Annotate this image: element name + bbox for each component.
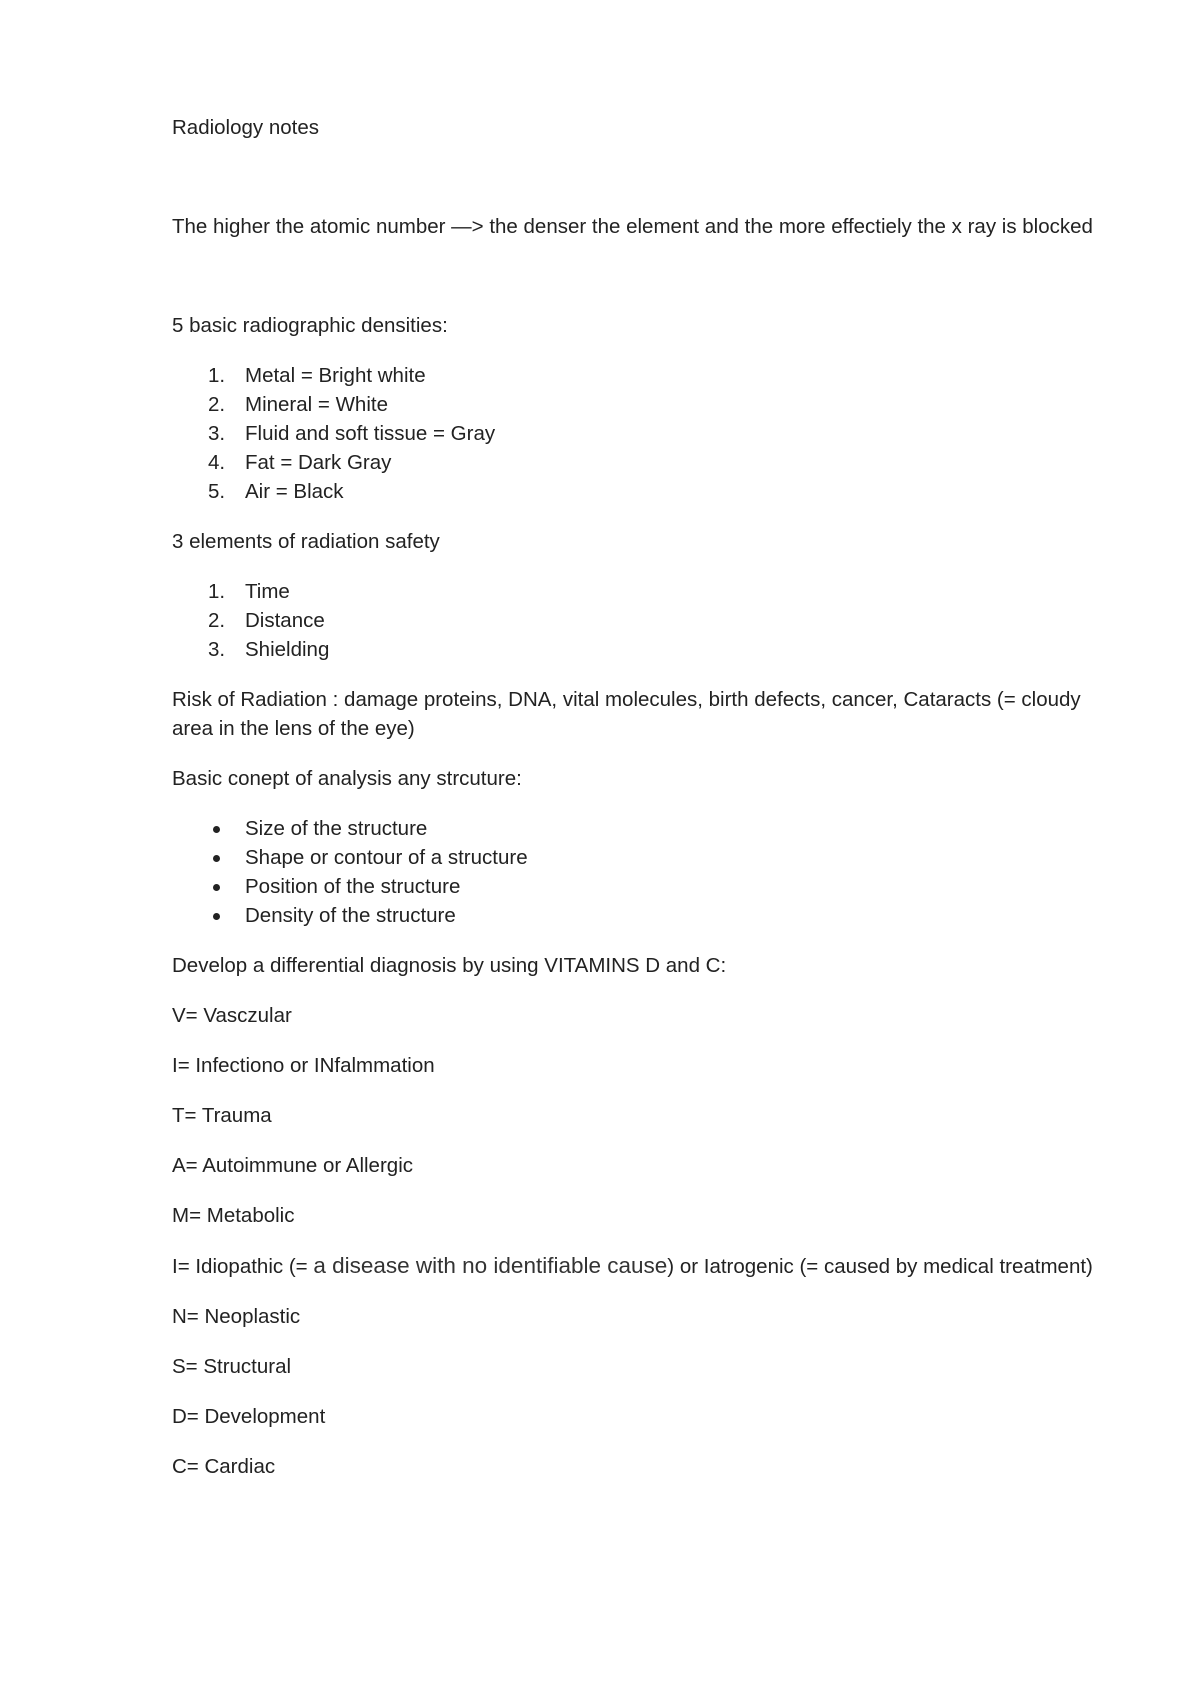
- list-item-text: Fat = Dark Gray: [245, 451, 392, 474]
- vitamins-m: M= Metabolic: [172, 1204, 295, 1227]
- list-item: [172, 361, 1102, 390]
- list-item: [172, 814, 1102, 843]
- list-item: [172, 477, 1102, 506]
- vitamins-i-infection: I= Infectiono or INfalmmation: [172, 1054, 435, 1077]
- list-item-text: Distance: [245, 609, 325, 632]
- vitamins-v: V= Vasczular: [172, 1004, 292, 1027]
- vitamins-s: S= Structural: [172, 1355, 292, 1378]
- document-content: [172, 113, 1102, 1502]
- list-item-text: Shape or contour of a structure: [245, 846, 528, 869]
- vitamins-i-idiopathic: [172, 1251, 1102, 1281]
- vitamins-d: D= Development: [172, 1405, 326, 1428]
- list-item: [172, 635, 1102, 664]
- vitamins-a: A= Autoimmune or Allergic: [172, 1154, 413, 1177]
- list-item-text: Time: [245, 580, 290, 603]
- list-item: [172, 843, 1102, 872]
- vitamins-n: N= Neoplastic: [172, 1305, 301, 1328]
- list-number: 1.: [208, 580, 226, 603]
- list-item: [172, 419, 1102, 448]
- list-item-text: Air = Black: [245, 480, 344, 503]
- list-item: [172, 872, 1102, 901]
- list-number: 2.: [208, 393, 226, 416]
- list-item: [172, 390, 1102, 419]
- safety-heading: 3 elements of radiation safety: [172, 530, 440, 553]
- list-item: [172, 577, 1102, 606]
- list-item: [172, 448, 1102, 477]
- list-item: [172, 606, 1102, 635]
- vitamins-t: T= Trauma: [172, 1104, 272, 1127]
- list-item-text: Mineral = White: [245, 393, 388, 416]
- bullet-icon: [213, 855, 220, 862]
- list-item-text: Size of the structure: [245, 817, 428, 840]
- list-number: 4.: [208, 451, 226, 474]
- document-title: Radiology notes: [172, 116, 320, 139]
- bullet-icon: [213, 913, 220, 920]
- densities-list: [172, 361, 1102, 506]
- list-item-text: Shielding: [245, 638, 330, 661]
- risk-paragraph: Risk of Radiation : damage proteins, DNA, vital molecules, birth defects, cancer, Cataracts (= cloudy area in the lens of the eye): [172, 688, 1081, 740]
- vitamins-heading: Develop a differential diagnosis by using VITAMINS D and C:: [172, 954, 727, 977]
- list-number: 3.: [208, 638, 226, 661]
- densities-heading: 5 basic radiographic densities:: [172, 314, 448, 337]
- analysis-heading: Basic conept of analysis any strcuture:: [172, 767, 522, 790]
- idiopathic-prefix: I= Idiopathic (=: [172, 1255, 314, 1278]
- xray-note: The higher the atomic number —> the denser the element and the more effectiely the x ray is blocked: [172, 215, 1093, 238]
- list-number: 2.: [208, 609, 226, 632]
- list-number: 5.: [208, 480, 226, 503]
- analysis-list: [172, 814, 1102, 930]
- bullet-icon: [213, 884, 220, 891]
- list-number: 3.: [208, 422, 226, 445]
- list-item-text: Fluid and soft tissue = Gray: [245, 422, 496, 445]
- idiopathic-suffix: ) or Iatrogenic (= caused by medical treatment): [667, 1255, 1093, 1278]
- list-number: 1.: [208, 364, 226, 387]
- list-item-text: Metal = Bright white: [245, 364, 426, 387]
- list-item-text: Density of the structure: [245, 904, 456, 927]
- list-item-text: Position of the structure: [245, 875, 461, 898]
- list-item: [172, 901, 1102, 930]
- safety-list: [172, 577, 1102, 664]
- bullet-icon: [213, 826, 220, 833]
- vitamins-c: C= Cardiac: [172, 1455, 276, 1478]
- idiopathic-definition: a disease with no identifiable cause: [313, 1253, 668, 1278]
